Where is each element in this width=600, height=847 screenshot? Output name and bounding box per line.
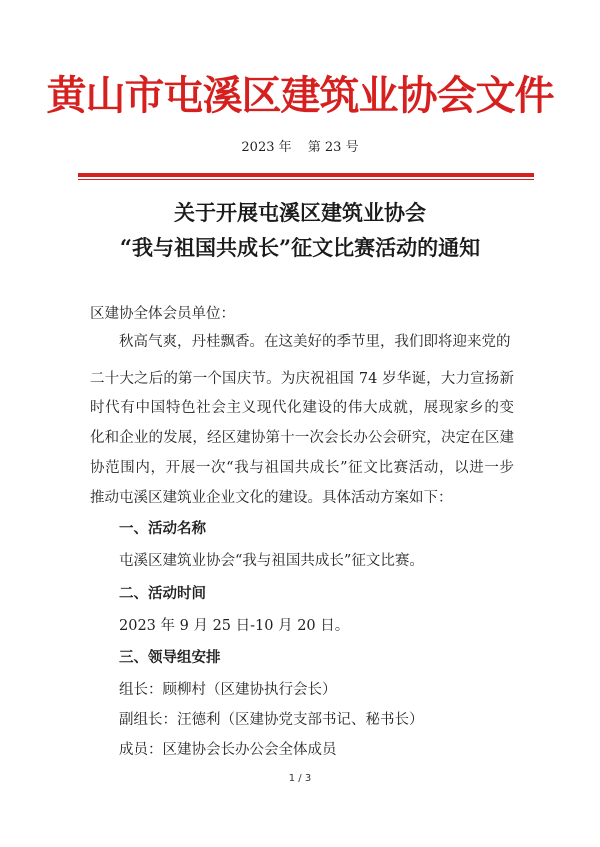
intro-line: 推动屯溪区建筑业企业文化的建设。具体活动方案如下：: [90, 490, 453, 506]
document-number: [0, 139, 600, 157]
members-line: 成员：区建协会长办公会全体成员: [119, 742, 337, 758]
header-divider-thin: [78, 179, 534, 180]
intro-line: 秋高气爽，丹桂飘香。在这美好的季节里，我们即将迎来党的: [119, 334, 511, 350]
salutation: 区建协全体会员单位：: [90, 306, 235, 322]
intro-line: 协范围内，开展一次“我与祖国共成长”征文比赛活动，以进一步: [90, 460, 514, 476]
section-text-activity-name: 屯溪区建筑业协会“我与祖国共成长”征文比赛。: [119, 553, 424, 569]
document-serial: 第 23 号: [307, 140, 359, 155]
section-heading-activity-time: 二、活动时间: [119, 585, 206, 602]
intro-line: 时代有中国特色社会主义现代化建设的伟大成就，展现家乡的变: [90, 400, 514, 416]
section-heading-activity-name: 一、活动名称: [119, 520, 206, 537]
section-heading-leadership: 三、领导组安排: [119, 649, 221, 666]
leader-line: 组长：顾柳村（区建协执行会长）: [119, 682, 337, 698]
notice-title-line-2: “我与祖国共成长”征文比赛活动的通知: [119, 235, 481, 260]
document-year: 2023 年: [241, 140, 292, 155]
intro-line: 化和企业的发展，经区建协第十一次会长办公会研究，决定在区建: [90, 430, 514, 446]
header-divider-thick: [78, 173, 534, 177]
notice-title-line-1: 关于开展屯溪区建筑业协会: [174, 200, 426, 225]
deputy-leader-line: 副组长：汪德利（区建协党支部书记、秘书长）: [119, 712, 424, 728]
intro-line: 二十大之后的第一个国庆节。为庆祝祖国 74 岁华诞，大力宣扬新: [90, 371, 514, 387]
document-header-title: 黄山市屯溪区建筑业协会文件: [46, 72, 554, 119]
section-text-activity-time: 2023 年 9 月 25 日-10 月 20 日。: [119, 618, 350, 634]
page-number: 1 / 3: [288, 773, 312, 784]
